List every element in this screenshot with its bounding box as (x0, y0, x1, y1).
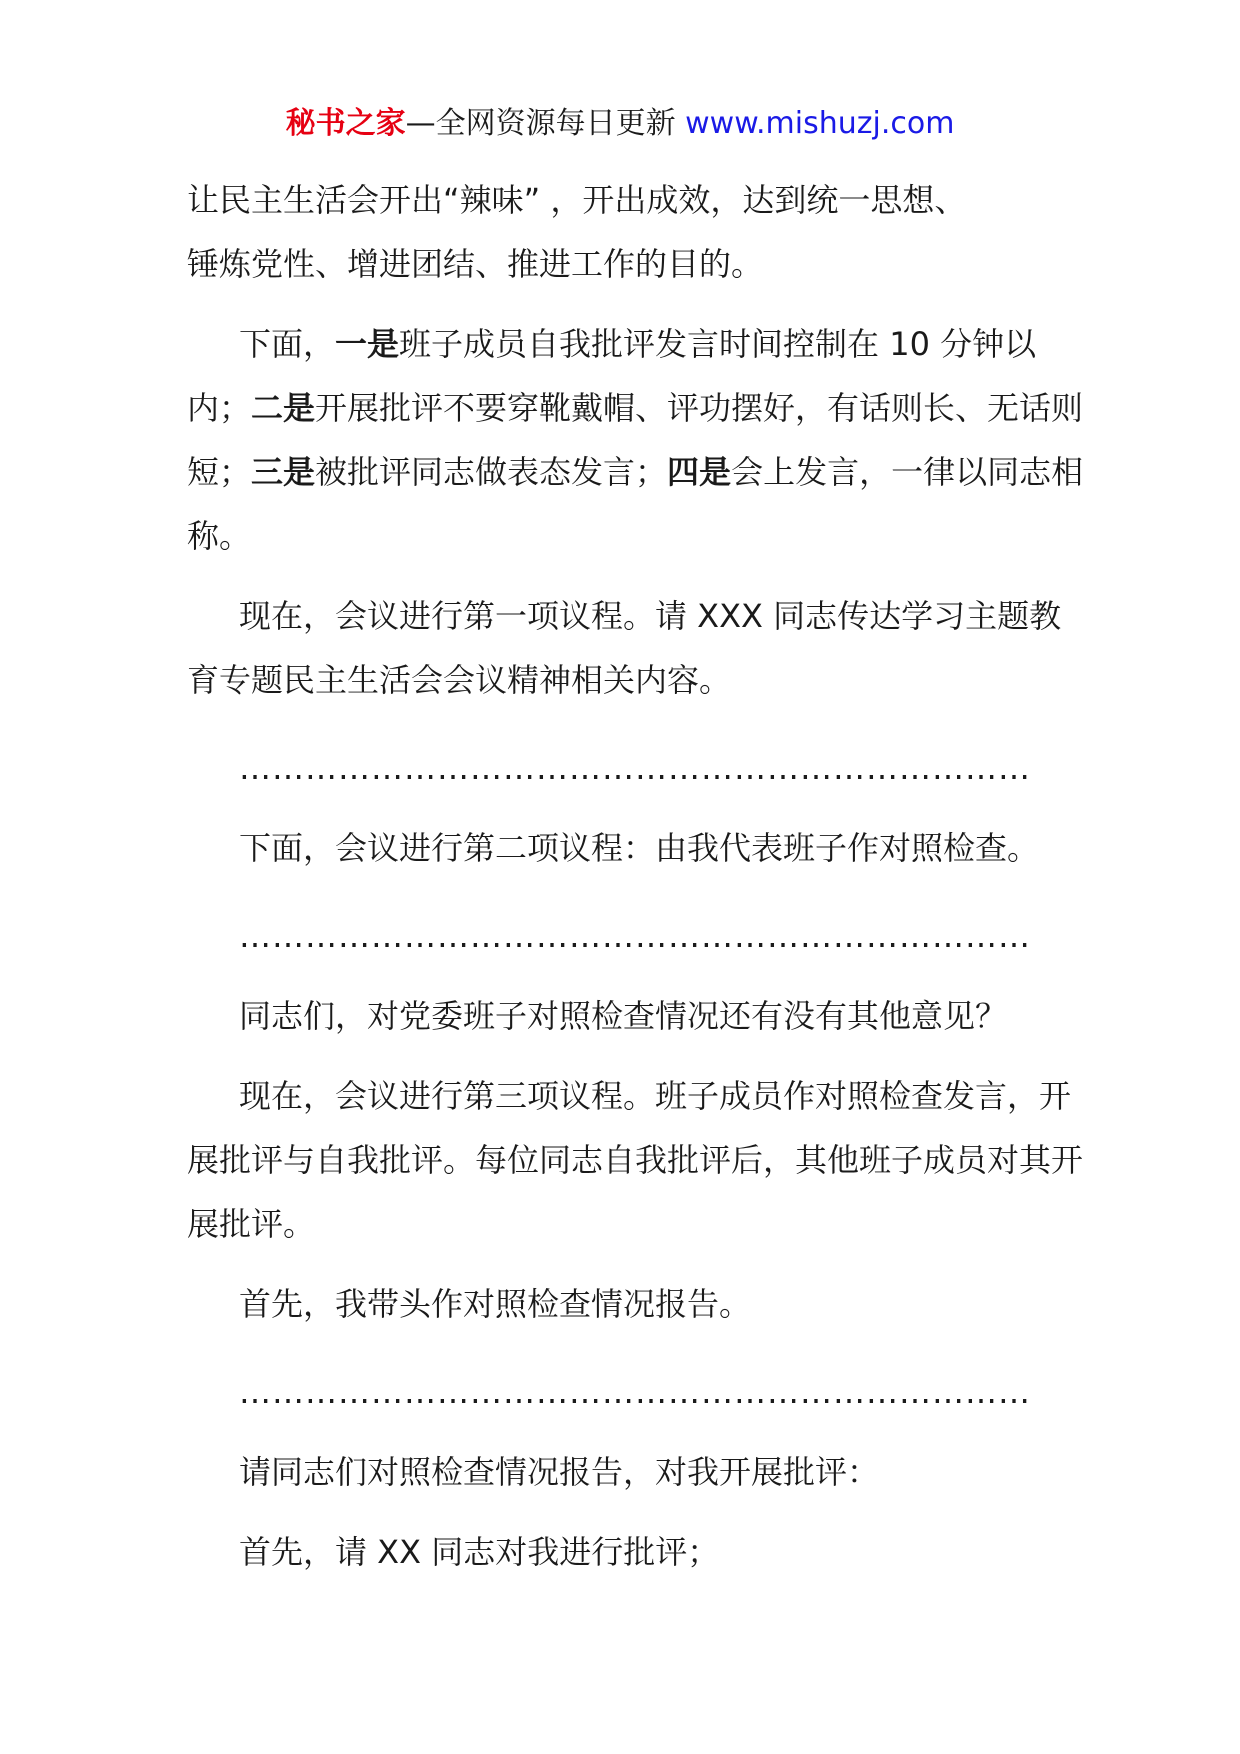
text-run: 被批评同志做表态发言； (315, 453, 668, 491)
paragraph-agenda-item-2: 下面，会议进行第二项议程：由我代表班子作对照检查。 (239, 829, 1040, 867)
rule-marker-4: 四是 (667, 453, 732, 491)
paragraph-agenda-item-1: 现在，会议进行第一项议程。请 XXX 同志传达学习主题教育专题民主生活会会议精神相关内容。 (187, 597, 1062, 699)
site-header (0, 104, 1240, 144)
paragraph-question: 同志们，对党委班子对照检查情况还有没有其他意见？ (239, 997, 1008, 1035)
rule-marker-3: 三是 (251, 453, 316, 491)
header-slogan: —全网资源每日更新 (405, 106, 676, 141)
text-run: 会上发言，一律以同志相称。 (187, 453, 1084, 555)
paragraph-agenda-item-3: 现在，会议进行第三项议程。班子成员作对照检查发言，开展批评与自我批评。每位同志自我批评后，其他班子成员对其开展批评。 (187, 1077, 1084, 1243)
document-body (187, 168, 1087, 1584)
text-run: 下面， (239, 325, 336, 363)
paragraph-first-criticism: 首先，请 XX 同志对我进行批评； (239, 1533, 720, 1571)
ellipsis-separator: ……………………………………………………………… (239, 917, 1031, 955)
text-line: 让民主生活会开出“辣味” ，开出成效，达到统一思想、 (187, 181, 967, 219)
ellipsis-separator: ……………………………………………………………… (239, 749, 1031, 787)
paragraph-intro-continuation (187, 168, 1087, 296)
text-run: 班子成员自我批评发言时间控制在 10 分钟以内； (187, 325, 1037, 427)
brand-name: 秘书之家 (285, 106, 406, 141)
paragraph-self-report: 首先，我带头作对照检查情况报告。 (239, 1285, 752, 1323)
ellipsis-separator: ……………………………………………………………… (239, 1373, 1031, 1411)
site-url-link[interactable]: www.mishuzj.com (685, 106, 955, 141)
text-line: 锤炼党性、增进团结、推进工作的目的。 (187, 245, 764, 283)
rule-marker-1: 一是 (335, 325, 400, 363)
paragraph-request-criticism: 请同志们对照检查情况报告，对我开展批评： (239, 1453, 880, 1491)
paragraph-meeting-rules (187, 312, 1087, 568)
text-run: 开展批评不要穿靴戴帽、评功摆好，有话则长、无话则短； (187, 389, 1084, 491)
rule-marker-2: 二是 (251, 389, 316, 427)
